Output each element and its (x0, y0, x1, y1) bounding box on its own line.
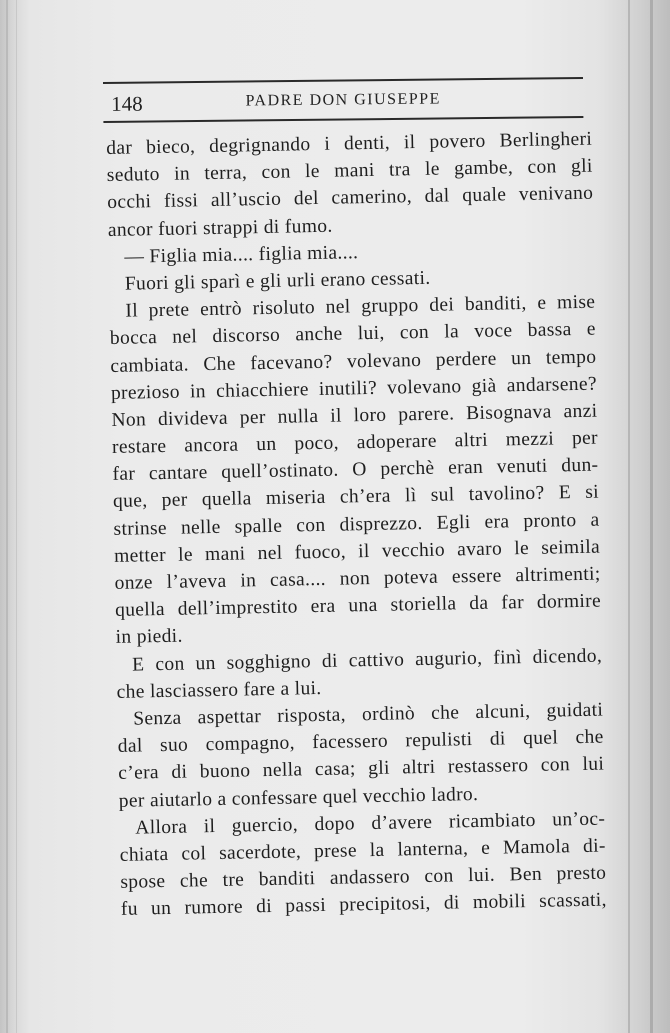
page-edge-right (628, 0, 630, 1033)
text-line: dar bieco, degrignando i denti, il povero Berlingheri (106, 128, 593, 159)
page-edge-left (6, 0, 8, 1033)
body-text (106, 126, 607, 924)
text-line: prezioso in chiacchiere inutili? volevano già andarsene? (110, 373, 598, 404)
text-line: Fuori gli sparì e gli urli erano cessati. (124, 267, 431, 295)
text-line: che lasciassero fare a lui. (116, 677, 322, 703)
text-line: quella dell’imprestito era una storiella da far dormire (114, 590, 602, 622)
text-line: Senza aspettar risposta, ordinò che alcuni, guidati (133, 699, 604, 730)
page-number: 148 (111, 91, 143, 116)
text-line: fu un rumore di passi precipitosi, di mobili scassati, (120, 889, 607, 921)
text-line: — Figlia mia.... figlia mia.... (124, 241, 359, 268)
running-title: PADRE DON GIUSEPPE (245, 90, 441, 110)
text-line: bocca nel discorso anche lui, con la voce bassa e (109, 318, 597, 350)
text-line: occhi fissi all’uscio del camerino, dal quale venivano (107, 183, 594, 214)
text-line: per aiutarlo a confessare quel vecchio ladro. (118, 783, 479, 812)
text-line: Allora il guercio, dopo d’avere ricambiato un’oc- (135, 808, 606, 839)
page-header (103, 77, 583, 124)
text-line: far cantare quell’ostinato. O perchè eran venuti dun- (112, 454, 599, 486)
page-edge-right-outer (650, 0, 653, 1033)
text-line: Il prete entrò risoluto nel gruppo dei banditi, e mise (125, 291, 596, 322)
text-line: strinse nelle spalle con disprezzo. Egli era pronto a (113, 509, 600, 540)
text-line: Non divideva per nulla il loro parere. Bisognava anzi (111, 400, 598, 431)
text-line: cambiata. Che facevano? volevano perdere un tempo (110, 346, 597, 377)
page-edge-left-inner (16, 0, 17, 1033)
text-line: restare ancora un poco, adoperare altri mezzi per (111, 427, 599, 459)
text-line: onze l’aveva in casa.... non poteva essere altrimenti; (114, 563, 601, 594)
text-line: metter le mani nel fuoco, il vecchio avaro le seimila (113, 536, 601, 567)
text-line: que, per quella miseria ch’era lì sul tavolino? E si (112, 482, 600, 513)
text-line: in piedi. (115, 625, 183, 649)
text-line: seduto in terra, con le mani tra le gambe, con gli (106, 155, 593, 187)
text-line: ancor fuori strappi di fumo. (107, 215, 333, 241)
text-line: chiata col sacerdote, prese la lanterna, e Mamola di- (119, 835, 606, 866)
text-line: c’era di buono nella casa; gli altri restassero con lui (118, 753, 605, 785)
text-line: spose che tre banditi andassero con lui. Ben presto (120, 862, 607, 893)
text-line: dal suo compagno, facessero repulisti di quel che (117, 726, 604, 758)
text-line: E con un sogghigno di cattivo augurio, finì dicendo, (131, 645, 603, 676)
